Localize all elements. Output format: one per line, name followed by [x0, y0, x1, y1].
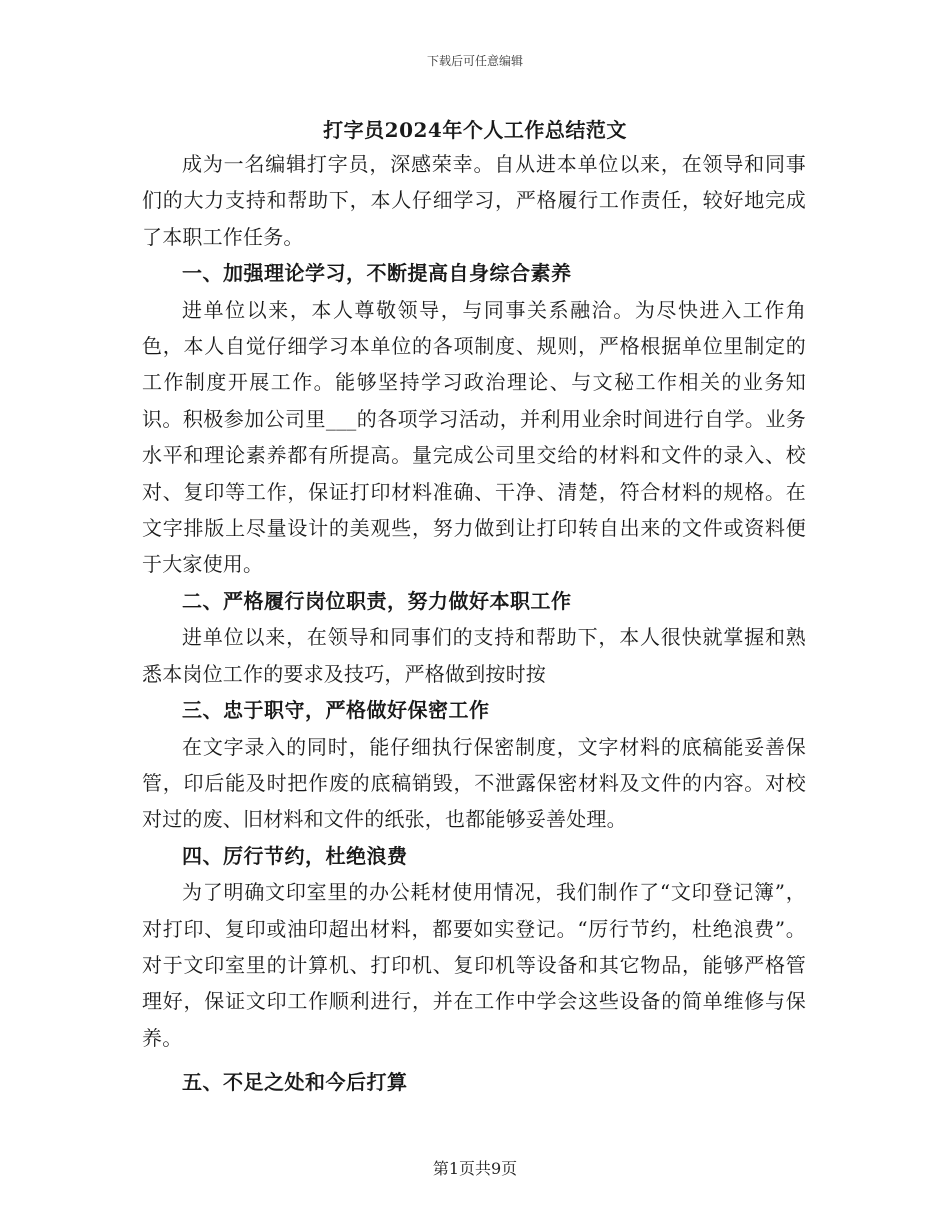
section-heading-3: 三、忠于职守，严格做好保密工作: [182, 698, 490, 723]
section-body-2: 进单位以来，在领导和同事们的支持和帮助下，本人很快就掌握和熟悉本岗位工作的要求及技巧，严格做到按时按: [142, 625, 806, 686]
section-body-1: 进单位以来，本人尊敬领导，与同事关系融洽。为尽快进入工作角色，本人自觉仔细学习本单位的各项制度、规则，严格根据单位里制定的工作制度开展工作。能够坚持学习政治理论、与文秘工作相关的业务知识。积极参加公司里___的各项学习活动，并利用业余时间进行自学。业务水平和理论素养都有所提高。量完成公司里交给的材料和文件的录入、校对、复印等工作，保证打印材料准确、干净、清楚，符合材料的规格。在文字排版上尽量设计的美观些，努力做到让打印转自出来的文件或资料便于大家使用。: [142, 297, 806, 577]
section-heading-1: 一、加强理论学习，不断提高自身综合素养: [182, 261, 572, 286]
document-body: [142, 146, 806, 1101]
intro-paragraph: 成为一名编辑打字员，深感荣幸。自从进本单位以来，在领导和同事们的大力支持和帮助下，本人仔细学习，严格履行工作责任，较好地完成了本职工作任务。: [142, 152, 806, 249]
section-heading-5: 五、不足之处和今后打算: [182, 1070, 408, 1095]
header-note: 下载后可任意编辑: [426, 54, 523, 68]
section-heading-4: 四、厉行节约，杜绝浪费: [182, 843, 408, 868]
document-title: 打字员2024年个人工作总结范文: [323, 118, 627, 142]
section-body-4: 为了明确文印室里的办公耗材使用情况，我们制作了“文印登记簿”，对打印、复印或油印超出材料，都要如实登记。“厉行节约，杜绝浪费”。对于文印室里的计算机、打印机、复印机等设备和其它物品，能够严格管理好，保证文印工作顺利进行，并在工作中学会这些设备的简单维修与保养。: [142, 880, 806, 1050]
section-body-3: 在文字录入的同时，能仔细执行保密制度，文字材料的底稿能妥善保管，印后能及时把作废的底稿销毁，不泄露保密材料及文件的内容。对校对过的废、旧材料和文件的纸张，也都能够妥善处理。: [142, 734, 806, 832]
section-heading-2: 二、严格履行岗位职责，努力做好本职工作: [182, 588, 572, 613]
page-footer: 第1页共9页: [432, 1159, 518, 1178]
